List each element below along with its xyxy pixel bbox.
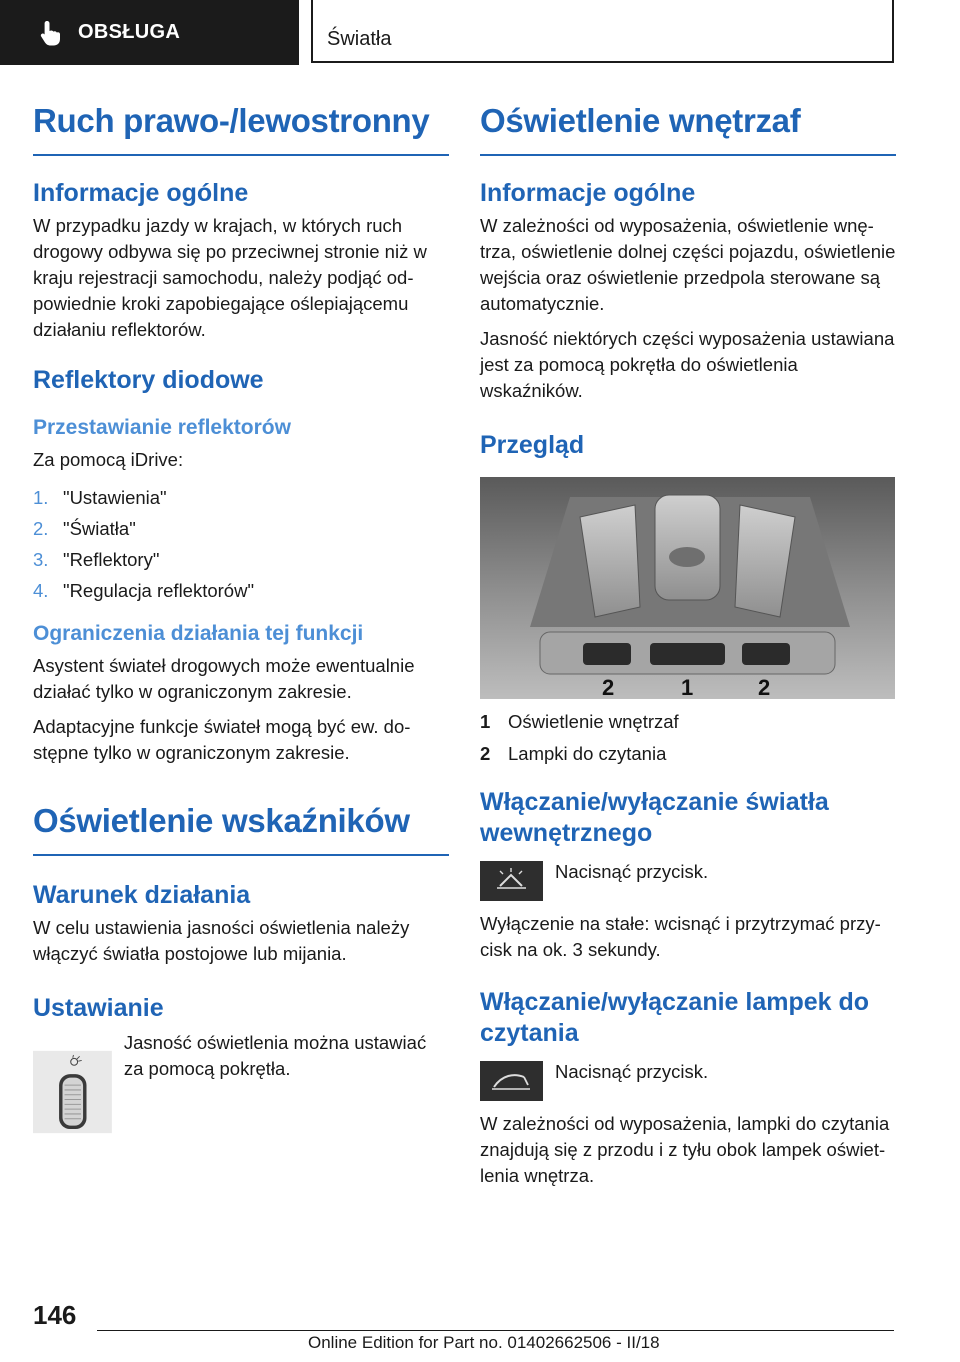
paragraph-press-button-1: Nacisnąć przycisk. xyxy=(555,861,709,882)
paragraph-setting: Jasność oświetlenia można ustawiać za pomocą pokrętła. xyxy=(123,1032,427,1079)
page-number: 146 xyxy=(33,1300,77,1330)
roof-console-image xyxy=(480,477,895,699)
paragraph-interior-info-1: W zależności od wyposażenia, oświetlenie wnętrza, oświetlenie dolnej części pojazdu, oświetlenie wejścia oraz oświetlenie przedpola sterowane są automatycznie. xyxy=(480,215,896,314)
chapter-title: Światła xyxy=(327,28,392,50)
figure-label: 1 xyxy=(681,675,694,699)
paragraph-permanent-off: Wyłączenie na stałe: wcisnąć i przytrzymać przycisk na ok. 3 sekundy. xyxy=(480,913,881,960)
section-title: OBSŁUGA xyxy=(78,21,181,43)
heading-setting: Ustawianie xyxy=(33,994,164,1022)
reading-light-button-icon xyxy=(480,1061,543,1101)
footer-edition: Online Edition for Part no. 01402662506 - II/18 xyxy=(308,1333,660,1352)
right-column xyxy=(480,100,896,1189)
reading-button-row xyxy=(480,1061,896,1101)
paragraph-idrive: Za pomocą iDrive: xyxy=(33,449,184,470)
heading-reading-lamps-on-off: Włączanie/wyłączanie lampek do czytania xyxy=(480,988,870,1047)
paragraph-reading-lamps: W zależności od wyposażenia, lampki do czytania znajdują się z przodu i z tyłu obok lampek oświetlenia wnętrza. xyxy=(480,1113,890,1186)
heading-led-headlights: Reflektory diodowe xyxy=(33,366,264,394)
list-item: 2. "Światła" xyxy=(33,518,136,539)
footer-divider xyxy=(97,1330,894,1331)
heading-traffic-side: Ruch prawo-/lewostronny xyxy=(33,100,449,156)
paragraph-general-info: W przypadku jazdy w krajach, w których ruch drogowy odbywa się po przeciwnej stronie niż w kraju rejestracji samochodu, należy podjąć odpowiednie kroki zapobiegające oślepiającemu działaniu reflektorów. xyxy=(33,215,427,340)
paragraph-limits-1: Asystent świateł drogowych może ewentualnie działać tylko w ograniczonym zakresie. xyxy=(33,655,415,702)
header-chapter-box xyxy=(311,0,894,63)
steps-list xyxy=(33,485,449,604)
heading-interior-on-off: Włączanie/wyłączanie światła wewnętrznego xyxy=(480,788,829,847)
heading-condition: Warunek działania xyxy=(33,881,251,909)
list-item: 1 Oświetlenie wnętrzaf xyxy=(480,711,679,732)
heading-adjust-headlights: Przestawianie reflektorów xyxy=(33,416,291,439)
paragraph-press-button-2: Nacisnąć przycisk. xyxy=(555,1061,709,1082)
interior-light-button-icon xyxy=(480,861,543,901)
heading-overview: Przegląd xyxy=(480,431,585,459)
header-section-tab xyxy=(0,0,299,65)
dimmer-wheel-image xyxy=(33,1032,112,1152)
paragraph-limits-2: Adaptacyjne funkcje świateł mogą być ew. dostępne tylko w ograniczonym zakresie. xyxy=(33,716,411,763)
heading-interior-lighting: Oświetlenie wnętrzaf xyxy=(480,100,896,156)
figure-legend xyxy=(480,709,896,767)
list-item: 3. "Reflektory" xyxy=(33,549,160,570)
paragraph-interior-info-2: Jasność niektórych części wyposażenia ustawiana jest za pomocą pokrętła do oświetlenia wskaźników. xyxy=(480,328,895,401)
interior-button-row xyxy=(480,861,896,901)
list-item: 4. "Regulacja reflektorów" xyxy=(33,580,255,601)
heading-general-info-right: Informacje ogólne xyxy=(480,179,696,207)
figure-label: 2 xyxy=(758,675,771,699)
figure-label: 2 xyxy=(602,675,615,699)
heading-function-limits: Ograniczenia działania tej funkcji xyxy=(33,622,364,645)
heading-instrument-lighting: Oświetlenie wskaźników xyxy=(33,800,449,856)
heading-general-info: Informacje ogólne xyxy=(33,179,249,207)
setting-row xyxy=(33,1032,449,1152)
left-column xyxy=(33,100,449,1152)
hand-pointer-icon xyxy=(38,19,64,47)
paragraph-condition: W celu ustawienia jasności oświetlenia należy włączyć światła postojowe lub mijania. xyxy=(33,917,410,964)
list-item: 1. "Ustawienia" xyxy=(33,487,167,508)
list-item: 2 Lampki do czytania xyxy=(480,743,667,764)
